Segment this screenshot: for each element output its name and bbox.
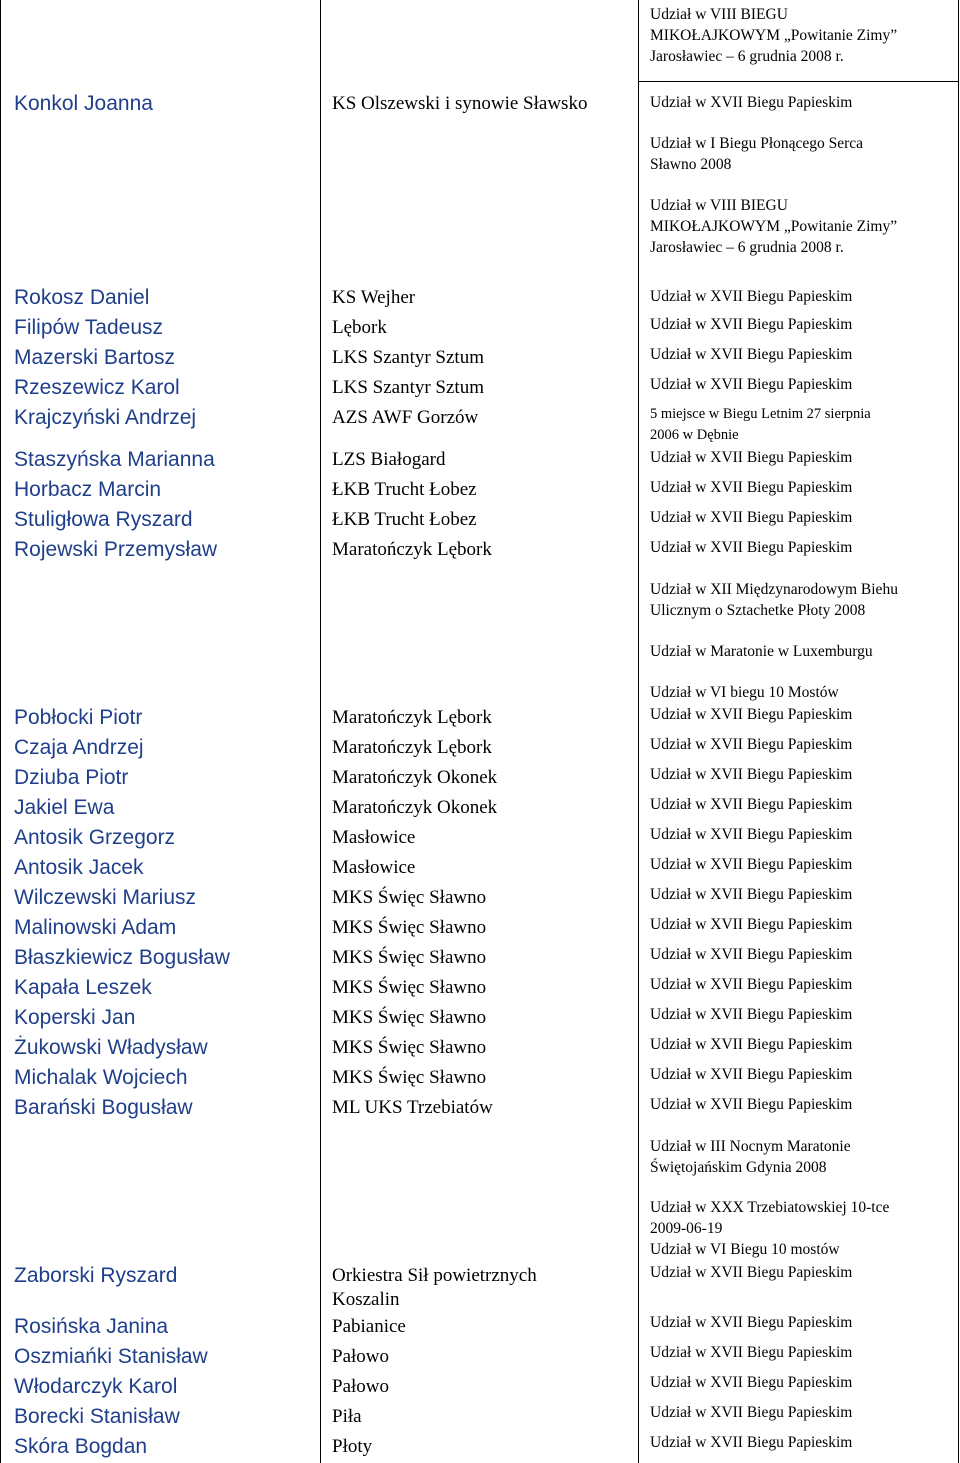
- athlete-name: Dziuba Piotr: [14, 766, 129, 789]
- achievement-text: Udział w Maratonie w Luxemburgu: [650, 643, 873, 660]
- achievement-text: Udział w XVII Biegu Papieskim: [650, 288, 853, 305]
- club-name: Płoty: [332, 1436, 373, 1457]
- achievement-text: Udział w XVII Biegu Papieskim: [650, 706, 853, 723]
- athlete-name: Antosik Grzegorz: [14, 826, 176, 849]
- club-name: MKS Święc Sławno: [332, 1037, 487, 1058]
- achievement-text: Udział w XVII Biegu Papieskim: [650, 796, 853, 813]
- club-name: Maratończyk Okonek: [332, 797, 498, 818]
- athlete-name: Rzeszewicz Karol: [14, 376, 180, 399]
- achievement-text: Udział w XVII Biegu Papieskim: [650, 1314, 853, 1331]
- athlete-name: Zaborski Ryszard: [14, 1264, 178, 1287]
- club-name: Pałowo: [332, 1376, 389, 1397]
- club-name: ML UKS Trzebiatów: [332, 1097, 493, 1118]
- athlete-name: Wilczewski Mariusz: [14, 886, 197, 909]
- achievement-text: Udział w XVII Biegu Papieskim: [650, 1344, 853, 1361]
- club-name: Maratończyk Okonek: [332, 767, 498, 788]
- club-name: KS Olszewski i synowie Sławsko: [332, 93, 588, 114]
- achievement-text: Udział w XVII Biegu Papieskim: [650, 916, 853, 933]
- club-name: Orkiestra Sił powietrznych Koszalin: [332, 1265, 537, 1310]
- achievement-text: Udział w XVII Biegu Papieskim: [650, 1264, 853, 1281]
- table-border-right: [958, 0, 959, 1463]
- achievement-text: Udział w XVII Biegu Papieskim: [650, 886, 853, 903]
- athlete-name: Stuligłowa Ryszard: [14, 508, 193, 531]
- achievement-text: Udział w XVII Biegu Papieskim: [650, 94, 853, 111]
- club-name: ŁKB Trucht Łobez: [332, 509, 477, 530]
- achievement-text: Udział w XVII Biegu Papieskim: [650, 1434, 853, 1451]
- achievement-text: Udział w XVII Biegu Papieskim: [650, 1404, 853, 1421]
- athlete-name: Rokosz Daniel: [14, 286, 150, 309]
- table-border-left: [0, 0, 1, 1463]
- achievement-text: Udział w III Nocnym Maratonie Świętojańskim Gdynia 2008: [650, 1138, 851, 1176]
- club-name: Maratończyk Lębork: [332, 737, 492, 758]
- club-name: Maratończyk Lębork: [332, 539, 492, 560]
- club-name: Maratończyk Lębork: [332, 707, 492, 728]
- athlete-name: Mazerski Bartosz: [14, 346, 176, 369]
- achievement-text: Udział w XVII Biegu Papieskim: [650, 826, 853, 843]
- athlete-name: Skóra Bogdan: [14, 1435, 148, 1458]
- club-name: MKS Święc Sławno: [332, 887, 487, 908]
- club-name: KS Wejher: [332, 287, 416, 308]
- club-name: LKS Szantyr Sztum: [332, 377, 484, 398]
- achievement-text: Udział w XVII Biegu Papieskim: [650, 976, 853, 993]
- athlete-name: Kapała Leszek: [14, 976, 152, 999]
- club-name: Piła: [332, 1406, 362, 1427]
- club-name: Masłowice: [332, 857, 416, 878]
- athlete-name: Błaszkiewicz Bogusław: [14, 946, 230, 969]
- achievement-text: Udział w XVII Biegu Papieskim: [650, 449, 853, 466]
- club-name: MKS Święc Sławno: [332, 977, 487, 998]
- athlete-name: Filipów Tadeusz: [14, 316, 164, 339]
- achievement-text: Udział w XVII Biegu Papieskim: [650, 509, 853, 526]
- athlete-name: Jakiel Ewa: [14, 796, 115, 819]
- achievement-text: Udział w XVII Biegu Papieskim: [650, 1066, 853, 1083]
- athlete-name: Borecki Stanisław: [14, 1405, 180, 1428]
- club-name: AZS AWF Gorzów: [332, 407, 479, 428]
- achievement-text: Udział w VI biegu 10 Mostów: [650, 684, 839, 701]
- achievement-text: Udział w XXX Trzebiatowskiej 10-tce 2009-06-19 Udział w VI Biegu 10 mostów: [650, 1199, 890, 1258]
- achievement-text: Udział w XVII Biegu Papieskim: [650, 1036, 853, 1053]
- achievement-text: Udział w I Biegu Płonącego Serca Sławno 2008: [650, 135, 864, 173]
- athlete-name: Rojewski Przemysław: [14, 538, 218, 561]
- athlete-name: Malinowski Adam: [14, 916, 177, 939]
- athlete-name: Michalak Wojciech: [14, 1066, 188, 1089]
- achievement-text: Udział w XVII Biegu Papieskim: [650, 346, 853, 363]
- athlete-name: Czaja Andrzej: [14, 736, 144, 759]
- athlete-name: Barański Bogusław: [14, 1096, 193, 1119]
- achievement-text: 5 miejsce w Biegu Letnim 27 sierpnia 2006 w Dębnie: [650, 406, 871, 443]
- athlete-name: Krajczyński Andrzej: [14, 406, 197, 429]
- club-name: Lębork: [332, 317, 387, 338]
- achievement-text: Udział w XVII Biegu Papieskim: [650, 1096, 853, 1113]
- club-name: MKS Święc Sławno: [332, 917, 487, 938]
- column-divider-2: [638, 0, 639, 1463]
- achievement-text: Udział w XVII Biegu Papieskim: [650, 1374, 853, 1391]
- club-name: ŁKB Trucht Łobez: [332, 479, 477, 500]
- athlete-name: Konkol Joanna: [14, 92, 153, 115]
- club-name: Masłowice: [332, 827, 416, 848]
- club-name: Pałowo: [332, 1346, 389, 1367]
- club-name: MKS Święc Sławno: [332, 947, 487, 968]
- club-name: LZS Białogard: [332, 449, 446, 470]
- athlete-name: Żukowski Władysław: [14, 1036, 208, 1059]
- athlete-name: Oszmiańki Stanisław: [14, 1345, 208, 1368]
- achievement-text: Udział w XII Międzynarodowym Biehu Ulicznym o Sztachetke Płoty 2008: [650, 581, 898, 619]
- achievement-text: Udział w XVII Biegu Papieskim: [650, 1006, 853, 1023]
- achievement-text: Udział w XVII Biegu Papieskim: [650, 376, 853, 393]
- achievement-text: Udział w XVII Biegu Papieskim: [650, 736, 853, 753]
- row-divider: [638, 81, 958, 82]
- athlete-name: Rosińska Janina: [14, 1315, 169, 1338]
- athlete-name: Staszyńska Marianna: [14, 448, 215, 471]
- achievement-text: Udział w XVII Biegu Papieskim: [650, 856, 853, 873]
- athlete-name: Horbacz Marcin: [14, 478, 162, 501]
- column-divider-1: [320, 0, 321, 1463]
- achievement-text: Udział w VIII BIEGU MIKOŁAJKOWYM „Powitanie Zimy” Jarosławiec – 6 grudnia 2008 r.: [650, 197, 898, 256]
- athlete-name: Koperski Jan: [14, 1006, 136, 1029]
- achievement-text: Udział w XVII Biegu Papieskim: [650, 316, 853, 333]
- achievement-text: Udział w XVII Biegu Papieskim: [650, 946, 853, 963]
- achievement-text: Udział w XVII Biegu Papieskim: [650, 766, 853, 783]
- athlete-name: Włodarczyk Karol: [14, 1375, 178, 1398]
- achievement-text: Udział w XVII Biegu Papieskim: [650, 479, 853, 496]
- club-name: Pabianice: [332, 1316, 406, 1337]
- athlete-name: Antosik Jacek: [14, 856, 144, 879]
- athlete-name: Pobłocki Piotr: [14, 706, 143, 729]
- achievement-text: Udział w VIII BIEGU MIKOŁAJKOWYM „Powitanie Zimy” Jarosławiec – 6 grudnia 2008 r.: [650, 6, 898, 65]
- club-name: MKS Święc Sławno: [332, 1067, 487, 1088]
- club-name: LKS Szantyr Sztum: [332, 347, 484, 368]
- achievement-text: Udział w XVII Biegu Papieskim: [650, 539, 853, 556]
- club-name: MKS Święc Sławno: [332, 1007, 487, 1028]
